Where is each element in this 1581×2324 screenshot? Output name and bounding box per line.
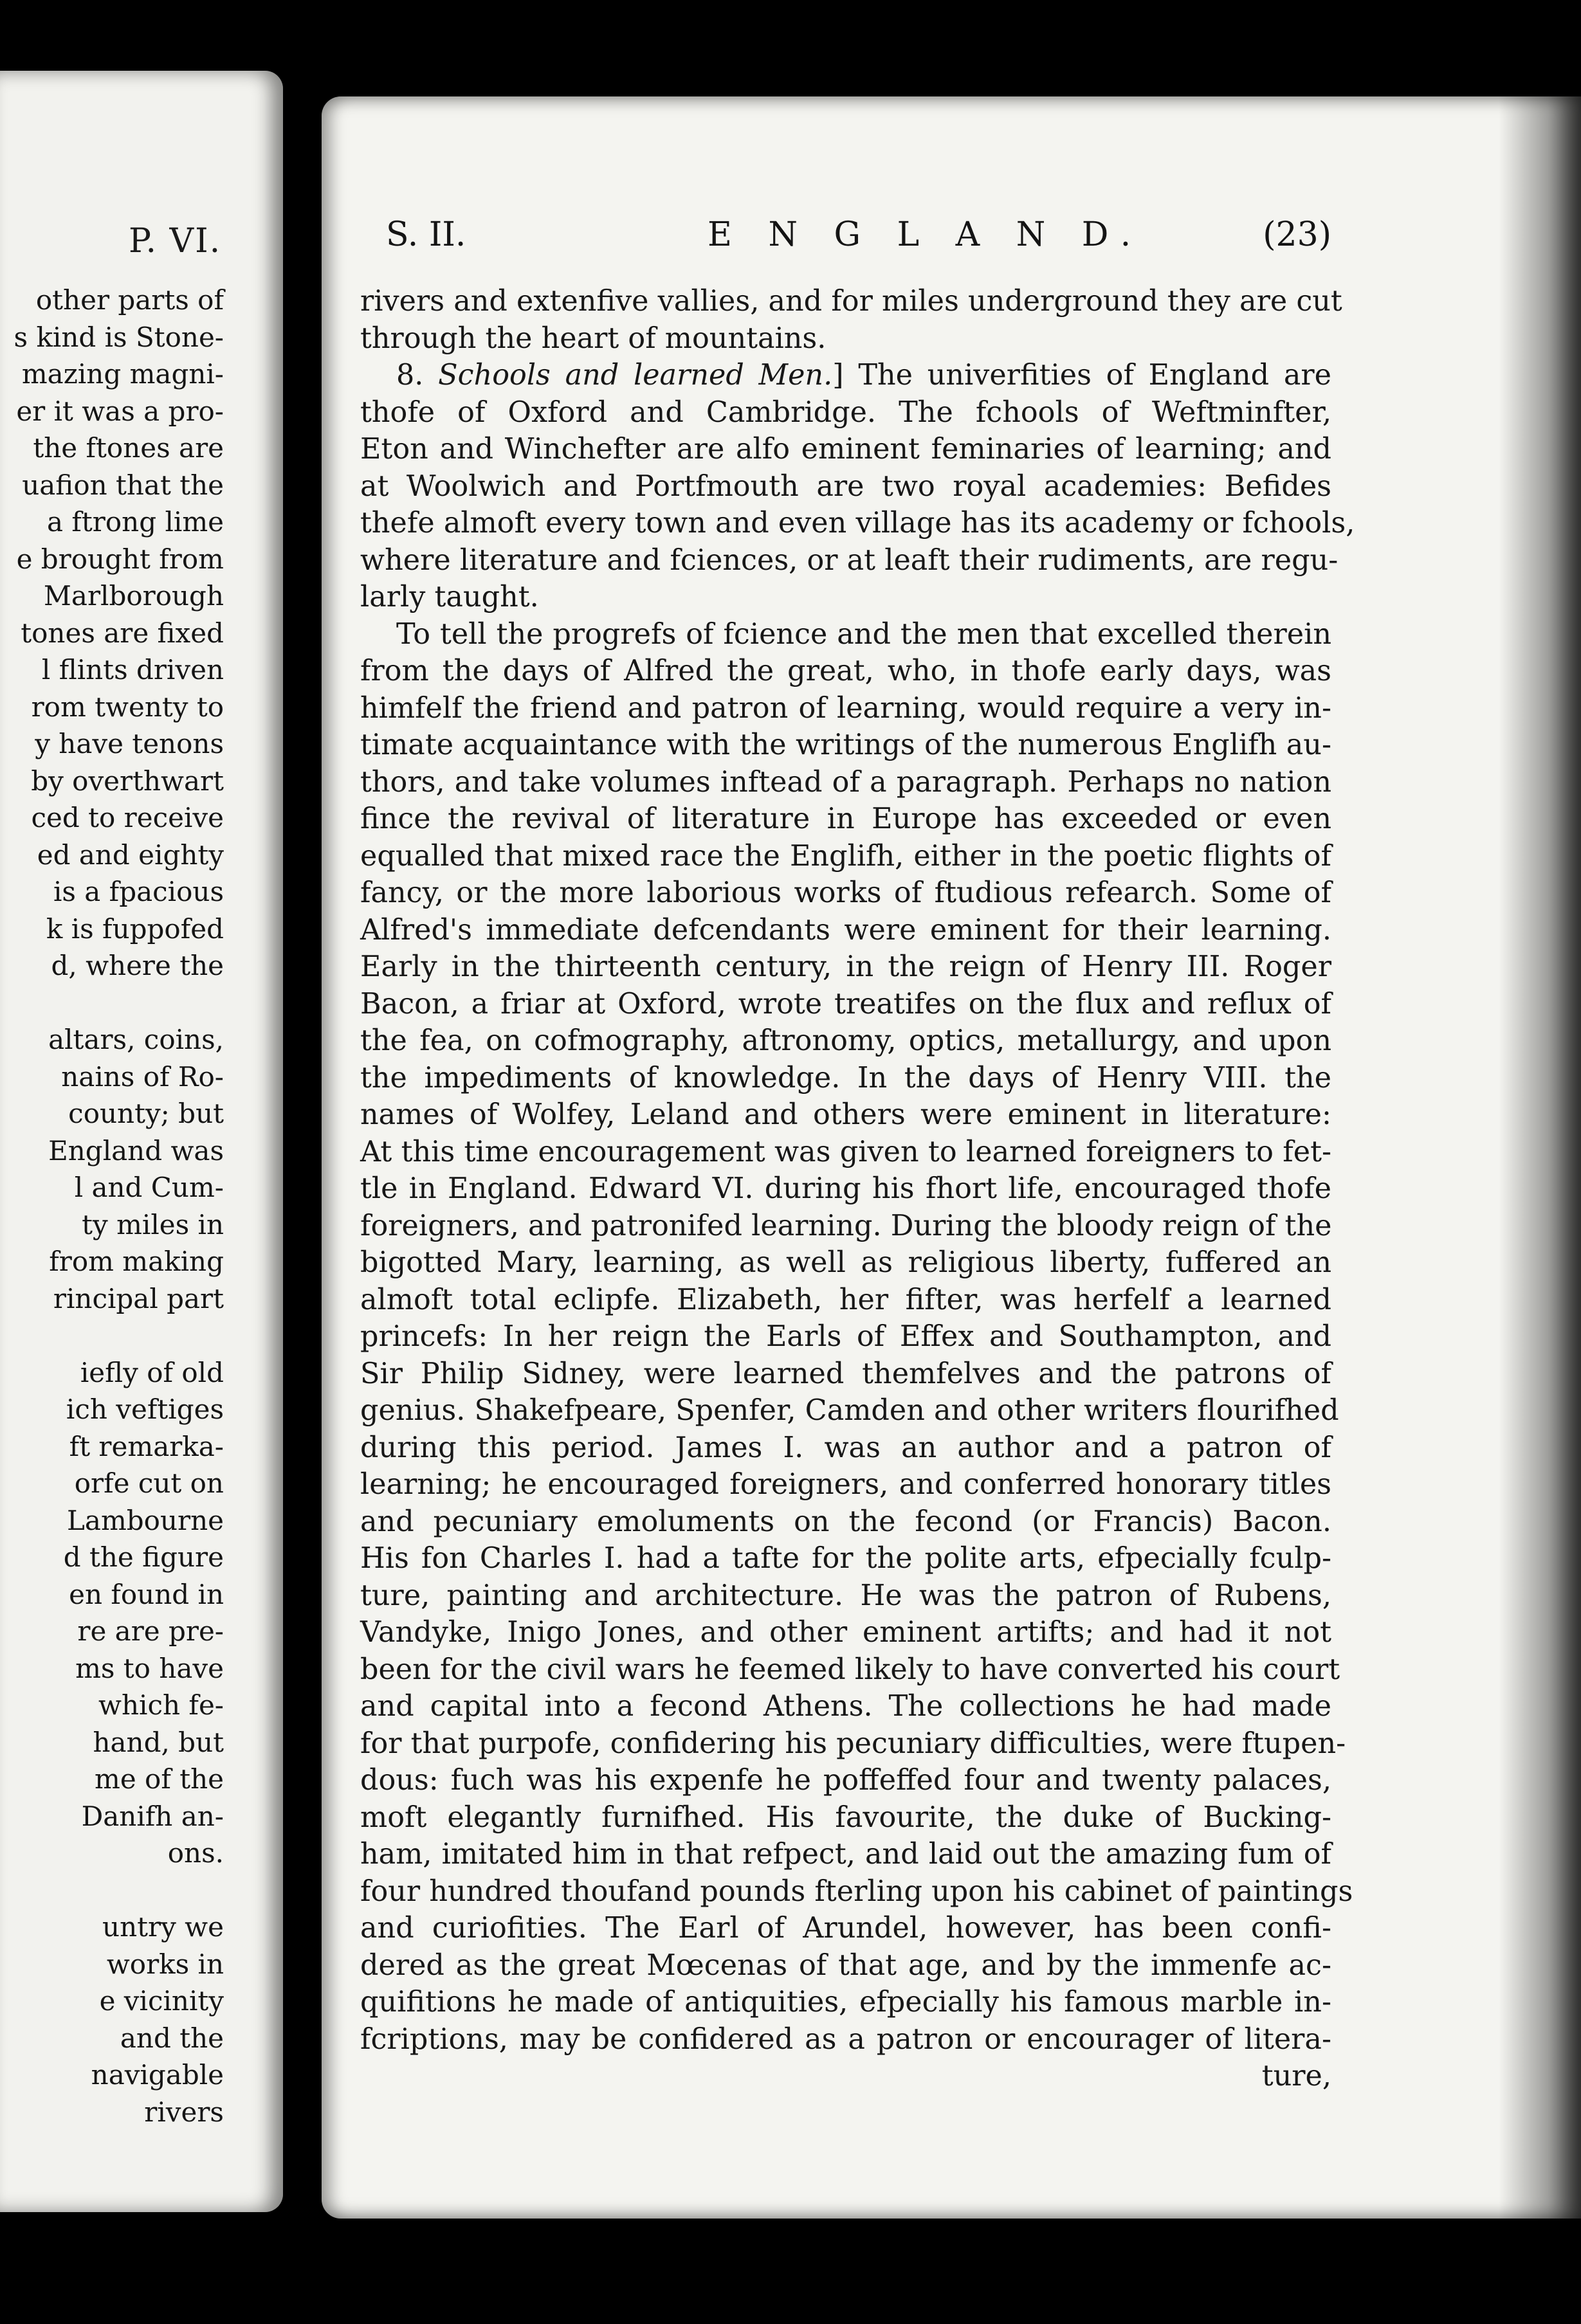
- section-item-number: 8.: [396, 359, 439, 392]
- left-text-line: which fe-: [98, 1689, 224, 1721]
- text-line: for that purpofe, confidering his pecuniary difficulties, were ftupen-: [360, 1727, 1346, 1760]
- text-line: larly taught.: [360, 581, 539, 613]
- text-line: At this time encouragement was given to learned foreigners to fet-: [360, 1135, 1331, 1168]
- text-line: Early in the thirteenth century, in the reign of Henry III. Roger: [360, 950, 1331, 983]
- text-line: timate acquaintance with the writings of the numerous Englifh au-: [360, 729, 1331, 761]
- text-line: himfelf the friend and patron of learning, would require a very in-: [360, 691, 1331, 725]
- left-text-line: Lambourne: [67, 1504, 224, 1536]
- text-line: thors, and take volumes inftead of a paragraph. Perhaps no nation: [360, 765, 1331, 799]
- page-title: E N G L A N D.: [708, 215, 1144, 254]
- text-line: been for the civil wars he feemed likely to have converted his court: [360, 1653, 1340, 1686]
- left-text-line: ons.: [167, 1837, 224, 1869]
- left-text-line: works in: [106, 1948, 224, 1980]
- text-line: ture, painting and architecture. He was the patron of Rubens,: [360, 1579, 1331, 1612]
- left-text-line: orfe cut on: [74, 1467, 224, 1499]
- text-line: Alfred's immediate defcendants were eminent for their learning.: [360, 913, 1331, 947]
- left-text-line: e brought from: [16, 543, 224, 575]
- text-line: genius. Shakefpeare, Spenfer, Camden and other writers flourifhed: [360, 1394, 1339, 1427]
- left-line-gap: [0, 1872, 224, 1909]
- left-text-line: untry we: [102, 1911, 224, 1943]
- text-line-rest: ] The univerfities of England are: [832, 359, 1332, 392]
- text-line: quifitions he made of antiquities, efpecially his famous marble in-: [360, 1986, 1331, 2019]
- left-text-line: ich veftiges: [66, 1393, 224, 1425]
- text-line: fancy, or the more laborious works of ftudious refearch. Some of: [360, 876, 1331, 909]
- text-line: where literature and fciences, or at leaft their rudiments, are regu-: [360, 543, 1339, 577]
- text-line: Sir Philip Sidney, were learned themfelves and the patrons of: [360, 1357, 1331, 1390]
- left-text-line: rincipal part: [53, 1282, 224, 1314]
- text-line: His fon Charles I. had a tafte for the polite arts, efpecially fculp-: [360, 1542, 1331, 1575]
- left-text-line: nains of Ro-: [61, 1060, 224, 1093]
- left-text-line: ms to have: [75, 1652, 224, 1684]
- left-page-header: P. VI.: [129, 222, 222, 260]
- section-number: S. II.: [386, 215, 466, 254]
- left-text-line: hand, but: [93, 1726, 224, 1758]
- text-line: during this period. James I. was an author and a patron of: [360, 1431, 1331, 1464]
- text-line: [360, 357, 1331, 394]
- text-line: equalled that mixed race the Englifh, either in the poetic flights of: [360, 839, 1331, 873]
- text-line: dered as the great Mœcenas of that age, and by the immenfe ac-: [360, 1948, 1331, 1982]
- text-line: rivers and extenfive vallies, and for miles underground they are cut: [360, 285, 1342, 318]
- text-line: dous: fuch was his expenfe he poffeffed four and twenty palaces,: [360, 1764, 1331, 1797]
- left-text-line: by overthwart: [31, 765, 224, 797]
- left-text-line: uafion that the: [22, 469, 224, 501]
- text-line: Bacon, a friar at Oxford, wrote treatifes on the flux and reflux of: [360, 987, 1331, 1021]
- left-text-line: en found in: [69, 1578, 224, 1610]
- catchword: ture,: [1261, 2060, 1331, 2093]
- left-text-line: l flints driven: [41, 654, 224, 685]
- text-line: fcriptions, may be confidered as a patron or encourager of litera-: [360, 2022, 1331, 2056]
- left-page: [0, 71, 283, 2212]
- text-line: and pecuniary emoluments on the fecond (or Francis) Bacon.: [360, 1505, 1331, 1538]
- body-text: [360, 283, 1355, 2095]
- text-line: thofe of Oxford and Cambridge. The fchools of Weftminfter,: [360, 395, 1331, 429]
- left-text-line: a ftrong lime: [46, 506, 224, 538]
- left-text-line: tones are fixed: [21, 617, 224, 649]
- left-text-line: e vicinity: [99, 1985, 224, 2017]
- section-heading: Schools and learned Men.: [438, 359, 833, 392]
- text-line: names of Wolfey, Leland and others were eminent in literature:: [360, 1098, 1331, 1131]
- text-line: bigotted Mary, learning, as well as religious liberty, fuffered an: [360, 1246, 1331, 1279]
- text-line: fince the revival of literature in Europe has exceeded or even: [360, 803, 1331, 835]
- text-line: Vandyke, Inigo Jones, and other eminent artifts; and had it not: [360, 1616, 1331, 1649]
- left-text-line: county; but: [68, 1098, 224, 1129]
- left-text-line: d the figure: [63, 1541, 224, 1573]
- text-line: thefe almoft every town and even village has its academy or fchools,: [360, 507, 1355, 540]
- left-text-line: Marlborough: [43, 580, 224, 612]
- left-text-line: England was: [48, 1134, 224, 1167]
- left-page-text: [0, 282, 224, 2130]
- left-text-line: altars, coins,: [48, 1024, 224, 1055]
- left-text-line: y have tenons: [35, 728, 224, 759]
- page-edge-shadow: [1499, 96, 1581, 2219]
- left-line-gap: [0, 1317, 224, 1354]
- text-line: at Woolwich and Portfmouth are two royal academies: Befides: [360, 469, 1331, 503]
- text-line: princefs: In her reign the Earls of Effex and Southampton, and: [360, 1320, 1331, 1353]
- left-text-line: mazing magni-: [21, 358, 224, 390]
- left-text-line: Danifh an-: [81, 1800, 224, 1832]
- text-line: ham, imitated him in that refpect, and laid out the amazing fum of: [360, 1838, 1331, 1871]
- left-text-line: l and Cum-: [74, 1172, 224, 1203]
- left-text-line: iefly of old: [80, 1356, 224, 1388]
- text-line: learning; he encouraged foreigners, and conferred honorary titles: [360, 1468, 1331, 1501]
- left-line-gap: [0, 985, 224, 1022]
- left-text-line: the ftones are: [33, 432, 224, 464]
- text-line: the fea, on cofmography, aftronomy, optics, metallurgy, and upon: [360, 1024, 1331, 1057]
- text-line: foreigners, and patronifed learning. During the bloody reign of the: [360, 1209, 1332, 1242]
- text-line: almoft total eclipfe. Elizabeth, her fifter, was herfelf a learned: [360, 1283, 1331, 1316]
- left-text-line: and the: [120, 2022, 224, 2054]
- text-line: and curiofities. The Earl of Arundel, however, has been confi-: [360, 1912, 1331, 1945]
- left-text-line: me of the: [95, 1763, 224, 1795]
- left-text-line: is a fpacious: [53, 876, 224, 907]
- text-line: through the heart of mountains.: [360, 322, 827, 355]
- left-text-line: re are pre-: [77, 1615, 224, 1647]
- left-text-line: d, where the: [51, 950, 224, 981]
- left-text-line: er it was a pro-: [16, 395, 224, 427]
- text-line: tle in England. Edward VI. during his fhort life, encouraged thofe: [360, 1172, 1331, 1205]
- text-line: and capital into a fecond Athens. The collections he had made: [360, 1690, 1331, 1723]
- text-line: To tell the progrefs of fcience and the men that excelled therein: [396, 617, 1331, 651]
- left-text-line: navigable: [91, 2059, 224, 2091]
- left-text-line: ft remarka-: [69, 1430, 224, 1462]
- running-head: [386, 215, 1331, 260]
- left-text-line: rom twenty to: [31, 691, 224, 723]
- left-text-line: rivers: [144, 2096, 224, 2128]
- left-text-line: from making: [49, 1246, 224, 1277]
- text-line: the impediments of knowledge. In the days of Henry VIII. the: [360, 1061, 1331, 1094]
- left-text-line: ced to receive: [31, 802, 224, 833]
- text-line: from the days of Alfred the great, who, in thofe early days, was: [360, 655, 1331, 687]
- text-line: Eton and Winchefter are alfo eminent feminaries of learning; and: [360, 433, 1331, 466]
- page-number: (23): [1263, 215, 1331, 254]
- left-text-line: s kind is Stone-: [14, 321, 224, 353]
- text-line: four hundred thoufand pounds fterling upon his cabinet of paintings: [360, 1875, 1353, 1908]
- text-line: moft elegantly furnifhed. His favourite, the duke of Bucking-: [360, 1801, 1331, 1834]
- left-text-line: k is fuppofed: [46, 912, 224, 945]
- left-text-line: ty miles in: [82, 1208, 224, 1240]
- left-text-line: ed and eighty: [37, 839, 224, 871]
- left-text-line: other parts of: [35, 284, 224, 316]
